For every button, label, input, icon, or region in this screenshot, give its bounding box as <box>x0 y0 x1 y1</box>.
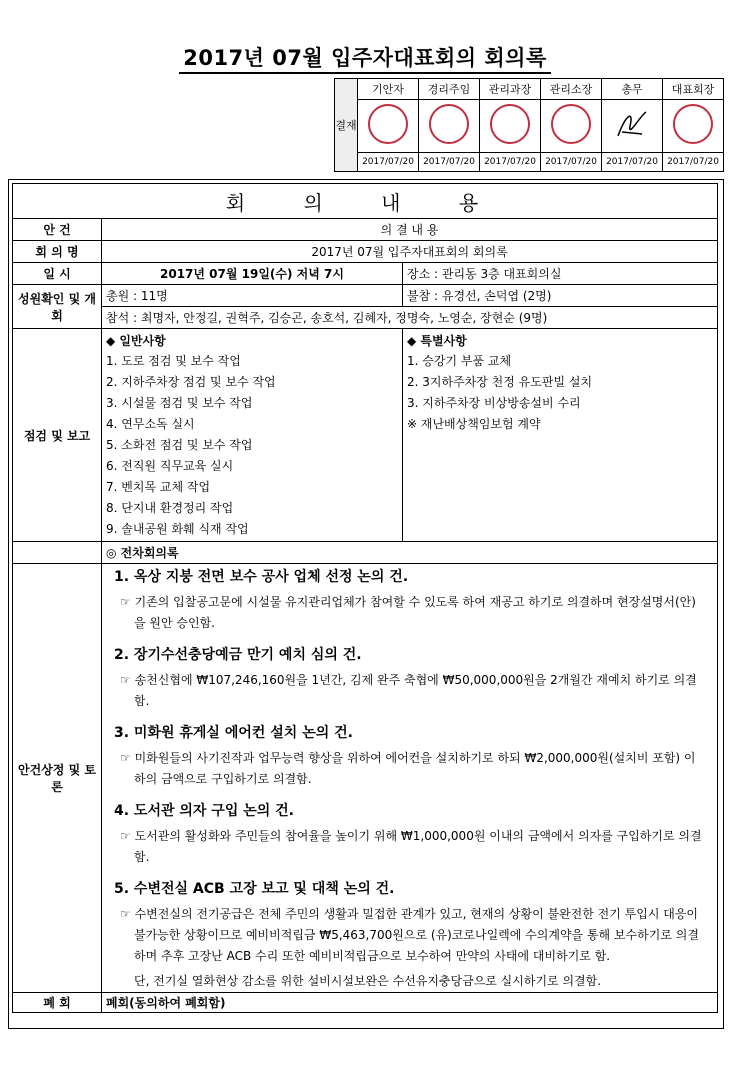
list-item: 8. 단지내 환경정리 작업 <box>106 501 234 515</box>
agenda-label: 안 건 <box>13 219 102 241</box>
agenda-item-body: ☞ 송천신협에 ₩107,246,160원을 1년간, 김제 완주 축협에 ₩50,000,000원을 2개월간 재예치 하기로 의결함. <box>120 673 697 708</box>
minutes-table <box>12 183 718 1013</box>
meeting-value: 2017년 07월 입주자대표회의 회의록 <box>102 241 718 263</box>
signature-icon <box>612 104 652 144</box>
special-items <box>403 329 718 542</box>
list-item: 7. 벤치목 교체 작업 <box>106 480 211 494</box>
list-item: 5. 소화전 점검 및 보수 작업 <box>106 438 253 452</box>
agenda-item-body: ☞ 수변전실의 전기공급은 전체 주민의 생활과 밀접한 관계가 있고, 현재의 상황이 불완전한 전기 투입시 대응이 불가능한 상황이므로 예비비적립금 ₩5,463,700원으로 (유)코로나일렉에 수의계약을 통해 보수하기로 의결하며 추후 고장난 ACB 수리 또한 예비비적립금으로 보수하여 만약의 사태에 대비하기로 함. <box>120 907 699 963</box>
special-title: ◆ 특별사항 <box>407 334 467 348</box>
approval-date: 2017/07/20 <box>480 153 541 172</box>
agenda-item-title: 4. 도서관 의자 구입 논의 건. <box>114 803 294 819</box>
agenda-item-body: ☞ 미화원들의 사기진작과 업무능력 향상을 위하여 에어컨을 설치하기로 하되 ₩2,000,000원(설치비 포함) 이하의 금액으로 구입하기로 의결함. <box>120 751 696 786</box>
list-item: 1. 도로 점검 및 보수 작업 <box>106 354 241 368</box>
seal-icon <box>368 104 408 144</box>
seal-icon <box>551 104 591 144</box>
previous-minutes: ◎ 전차회의록 <box>102 542 718 564</box>
approval-role: 기안자 <box>358 79 419 100</box>
approval-date: 2017/07/20 <box>663 153 724 172</box>
agenda-item-title: 2. 장기수선충당예금 만기 예치 심의 건. <box>114 647 362 663</box>
list-item: 3. 지하주차장 비상방송설비 수리 <box>407 396 581 410</box>
closing-value: 폐회(동의하여 폐회함) <box>102 993 718 1013</box>
agenda-item-title: 3. 미화원 휴게실 에어컨 설치 논의 건. <box>114 725 353 741</box>
list-item: 6. 전직원 직무교육 실시 <box>106 459 234 473</box>
seal-icon <box>490 104 530 144</box>
approval-role: 경리주임 <box>419 79 480 100</box>
agenda-item-title: 5. 수변전실 ACB 고장 보고 및 대책 논의 건. <box>114 881 395 897</box>
seal-stamp <box>358 100 419 153</box>
seal-icon <box>673 104 713 144</box>
approval-role: 대표회장 <box>663 79 724 100</box>
seal-stamp <box>419 100 480 153</box>
document-title: 2017년 07월 입주자대표회의 회의록 <box>0 42 730 72</box>
discussion-content <box>102 564 718 993</box>
approval-role: 관리소장 <box>541 79 602 100</box>
list-item: 2. 지하주차장 점검 및 보수 작업 <box>106 375 276 389</box>
agenda-item-body: ☞ 도서관의 활성화와 주민들의 참여율을 높이기 위해 ₩1,000,000원 이내의 금액에서 의자를 구입하기로 의결함. <box>120 829 702 864</box>
list-item: 4. 연무소독 실시 <box>106 417 195 431</box>
agenda-item-body: ☞ 기존의 입찰공고문에 시설물 유지관리업체가 참여할 수 있도록 하여 재공고 하기로 의결하며 현장설명서(안)을 원안 승인함. <box>120 595 696 630</box>
signature <box>602 100 663 153</box>
list-item: 3. 시설물 점검 및 보수 작업 <box>106 396 253 410</box>
approval-role: 관리과장 <box>480 79 541 100</box>
date-value: 2017년 07월 19일(수) 저녁 7시 <box>102 263 403 285</box>
total-count: 총원 : 11명 <box>102 285 403 307</box>
approval-date: 2017/07/20 <box>419 153 480 172</box>
approval-date: 2017/07/20 <box>358 153 419 172</box>
general-title: ◆ 일반사항 <box>106 334 166 348</box>
inspection-label: 점검 및 보고 <box>13 329 102 542</box>
place-value: 장소 : 관리동 3층 대표회의실 <box>403 263 718 285</box>
section-header: 회 의 내 용 <box>13 184 718 219</box>
general-items <box>102 329 403 542</box>
agenda-value: 의 결 내 용 <box>102 219 718 241</box>
list-item: ※ 재난배상책임보험 계약 <box>407 417 541 431</box>
seal-stamp <box>480 100 541 153</box>
approval-box <box>334 78 724 172</box>
discussion-label: 안건상정 및 토론 <box>13 564 102 993</box>
absent-list: 불참 : 유경선, 손덕엽 (2명) <box>403 285 718 307</box>
date-label: 일 시 <box>13 263 102 285</box>
approval-date: 2017/07/20 <box>602 153 663 172</box>
list-item: 1. 승강기 부품 교체 <box>407 354 512 368</box>
approval-label: 결재 <box>335 79 358 172</box>
meeting-label: 회 의 명 <box>13 241 102 263</box>
seal-stamp <box>663 100 724 153</box>
seal-icon <box>429 104 469 144</box>
attendee-list: 참석 : 최명자, 안정길, 권혁주, 김승곤, 송호석, 김혜자, 정명숙, 노영순, 장현순 (9명) <box>102 307 718 329</box>
quorum-label: 성원확인 및 개회 <box>13 285 102 329</box>
agenda-item-title: 1. 옥상 지붕 전면 보수 공사 업체 선정 논의 건. <box>114 569 409 585</box>
list-item: 9. 솔내공원 화훼 식재 작업 <box>106 522 249 536</box>
seal-stamp <box>541 100 602 153</box>
agenda-item-note: 단, 전기실 열화현상 감소를 위한 설비시설보완은 수선유지충당금으로 실시하기로 의결함. <box>134 974 602 988</box>
closing-label: 폐 회 <box>13 993 102 1013</box>
approval-role: 총무 <box>602 79 663 100</box>
list-item: 2. 3지하주차장 천정 유도판빌 설치 <box>407 375 593 389</box>
approval-date: 2017/07/20 <box>541 153 602 172</box>
empty-label <box>13 542 102 564</box>
